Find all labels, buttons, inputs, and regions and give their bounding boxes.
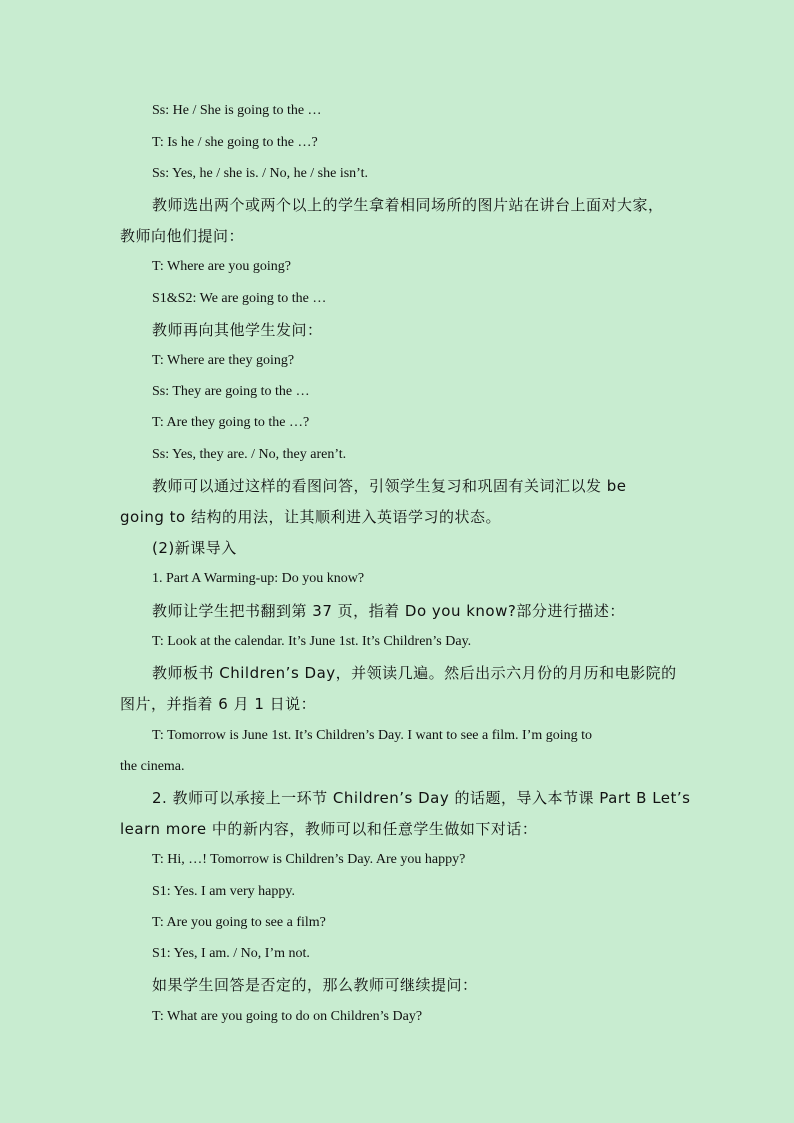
dialogue-line: S1: Yes. I am very happy. (152, 884, 295, 899)
paragraph-line: 教师选出两个或两个以上的学生拿着相同场所的图片站在讲台上面对大家， (152, 196, 664, 214)
paragraph-line: 教师板书 Children’s Day，并领读几遍。然后出示六月份的月历和电影院的 (152, 664, 677, 682)
dialogue-line: T: Hi, …! Tomorrow is Children’s Day. Are you happy? (152, 852, 466, 867)
dialogue-line: T: Are you going to see a film? (152, 915, 326, 930)
paragraph-line: learn more 中的新内容，教师可以和任意学生做如下对话： (120, 820, 538, 838)
dialogue-line: T: Look at the calendar. It’s June 1st. It’s Children’s Day. (152, 634, 472, 649)
dialogue-line: T: Are they going to the …? (152, 415, 310, 430)
paragraph-line: 教师可以通过这样的看图问答，引领学生复习和巩固有关词汇以发 be (152, 477, 627, 495)
paragraph-line: 图片，并指着 6 月 1 日说： (120, 695, 317, 713)
dialogue-line: S1&S2: We are going to the … (152, 291, 327, 306)
subsection-heading: 1. Part A Warming-up: Do you know? (152, 571, 365, 586)
dialogue-line: Ss: They are going to the … (152, 384, 310, 399)
dialogue-line: T: Is he / she going to the …? (152, 135, 318, 150)
paragraph-line: 教师让学生把书翻到第 37 页，指着 Do you know?部分进行描述： (152, 602, 625, 620)
dialogue-line: Ss: Yes, he / she is. / No, he / she isn’t. (152, 166, 368, 181)
paragraph-line: going to 结构的用法，让其顺利进入英语学习的状态。 (120, 508, 501, 526)
dialogue-line: S1: Yes, I am. / No, I’m not. (152, 946, 310, 961)
dialogue-line: T: Where are you going? (152, 259, 291, 274)
dialogue-line: T: What are you going to do on Children’s Day? (152, 1009, 423, 1024)
dialogue-line: Ss: He / She is going to the … (152, 103, 322, 118)
section-heading: (2)新课导入 (152, 539, 237, 557)
paragraph-line: 如果学生回答是否定的，那么教师可继续提问： (152, 976, 478, 994)
dialogue-line: Ss: Yes, they are. / No, they aren’t. (152, 447, 347, 462)
dialogue-line: the cinema. (120, 759, 185, 774)
paragraph-line: 2. 教师可以承接上一环节 Children’s Day 的话题，导入本节课 Part B Let’s (152, 789, 691, 807)
dialogue-line: T: Tomorrow is June 1st. It’s Children’s Day. I want to see a film. I’m going to (152, 728, 593, 743)
paragraph-line: 教师向他们提问： (120, 227, 245, 245)
dialogue-line: T: Where are they going? (152, 353, 295, 368)
paragraph-line: 教师再向其他学生发问： (152, 321, 323, 339)
